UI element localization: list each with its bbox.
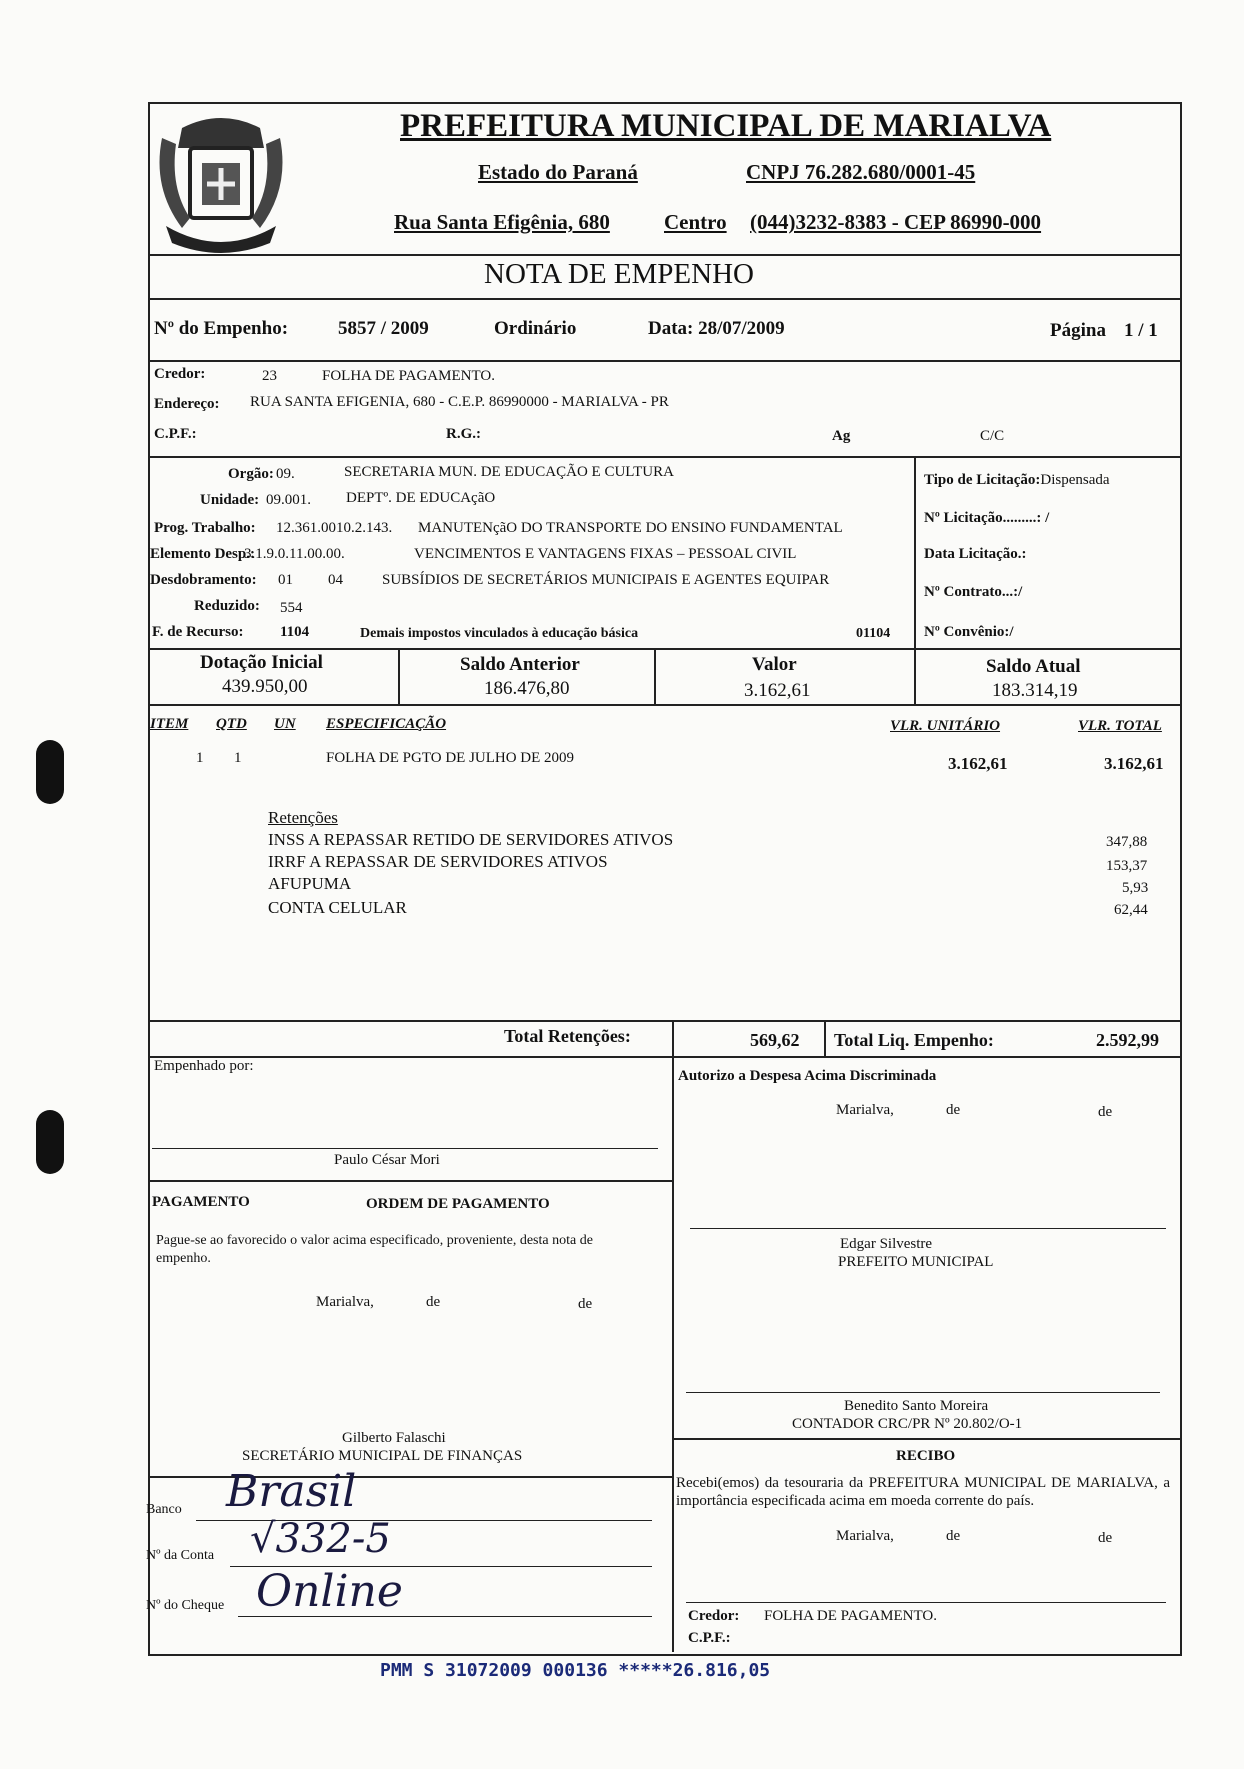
municipality-title: PREFEITURA MUNICIPAL DE MARIALVA: [400, 108, 1052, 144]
licitacao-date: Data Licitação.:: [924, 546, 1027, 562]
item-description: FOLHA DE PGTO DE JULHO DE 2009: [326, 750, 575, 766]
retencao-value-3: 5,93: [1122, 880, 1149, 896]
saldo-anterior-label: Saldo Anterior: [460, 654, 580, 675]
divider: [148, 298, 1180, 300]
col-vlr-unitario: VLR. UNITÁRIO: [890, 718, 1001, 734]
recurso-name: Demais impostos vinculados à educação básica: [360, 626, 639, 641]
valor-label: Valor: [752, 654, 797, 675]
signature-line: [686, 1602, 1166, 1603]
signature-line: [686, 1392, 1160, 1393]
page-number: 1 / 1: [1124, 320, 1158, 341]
recibo-city: Marialva,: [836, 1528, 894, 1544]
street-address: Rua Santa Efigênia, 680: [394, 210, 610, 234]
licitacao-type-value: Dispensada: [1040, 472, 1110, 488]
pagamento-label: PAGAMENTO: [152, 1194, 250, 1210]
recibo-credor-value: FOLHA DE PAGAMENTO.: [764, 1608, 937, 1624]
item-qtd: 1: [234, 750, 242, 766]
empenhado-signer: Paulo César Mori: [334, 1152, 440, 1168]
recurso-label: F. de Recurso:: [152, 624, 244, 640]
dotacao-inicial-label: Dotação Inicial: [200, 652, 323, 673]
prefeito-role: PREFEITO MUNICIPAL: [838, 1254, 994, 1270]
divider: [148, 1020, 1180, 1022]
signature-line: [690, 1228, 1166, 1229]
licitacao-type: [924, 472, 1110, 489]
convenio-number: Nº Convênio:/: [924, 624, 1014, 640]
elemento-code: 3.1.9.0.11.00.00.: [244, 546, 345, 562]
conta-value: √332-5: [250, 1516, 391, 1562]
credor-label: Credor:: [154, 366, 206, 382]
empenho-number: 5857 / 2009: [338, 318, 429, 339]
retencao-value-1: 347,88: [1106, 834, 1148, 850]
elemento-name: VENCIMENTOS E VANTAGENS FIXAS – PESSOAL CIVIL: [414, 546, 797, 562]
item-total-value: 3.162,61: [1104, 754, 1164, 773]
col-item: ITEM: [150, 716, 189, 732]
phone-cep: (044)3232-8383 - CEP 86990-000: [750, 210, 1042, 234]
divider: [914, 456, 916, 648]
elemento-label: Elemento Desp.:: [150, 546, 255, 562]
divider: [914, 648, 916, 704]
divider: [148, 704, 1180, 706]
recibo-credor-label: Credor:: [688, 1608, 740, 1624]
total-liquido-value: 2.592,99: [1096, 1030, 1159, 1050]
autorizo-label: Autorizo a Despesa Acima Discriminada: [678, 1068, 937, 1084]
unidade-code: 09.001.: [266, 492, 311, 508]
page-label: Página: [1050, 320, 1106, 341]
col-qtd: QTD: [216, 716, 247, 732]
conta-label: Nº da Conta: [146, 1548, 215, 1563]
unidade-name: DEPTº. DE EDUCAçãO: [346, 490, 496, 506]
district: Centro: [664, 210, 727, 234]
desdobramento-name: SUBSÍDIOS DE SECRETÁRIOS MUNICIPAIS E AGENTES EQUIPAR: [382, 572, 830, 588]
prog-code: 12.361.0010.2.143.: [276, 520, 393, 536]
orgao-code: 09.: [276, 466, 295, 482]
cpf-label: C.P.F.:: [154, 426, 197, 442]
licitacao-type-label: Tipo de Licitação:: [924, 472, 1041, 488]
total-liquido-label: Total Liq. Empenho:: [834, 1030, 994, 1050]
retencao-value-4: 62,44: [1114, 902, 1148, 918]
reduzido-label: Reduzido:: [194, 598, 260, 614]
credor-name: FOLHA DE PAGAMENTO.: [322, 368, 495, 384]
col-vlr-total: VLR. TOTAL: [1078, 718, 1162, 734]
saldo-atual-value: 183.314,19: [992, 680, 1078, 701]
retencao-desc-2: IRRF A REPASSAR DE SERVIDORES ATIVOS: [268, 852, 608, 871]
autorizo-de-1: de: [946, 1102, 961, 1118]
recibo-de-2: de: [1098, 1530, 1113, 1546]
saldo-anterior-value: 186.476,80: [484, 678, 570, 699]
coat-of-arms-icon: [152, 108, 290, 258]
reduzido-value: 554: [280, 600, 303, 616]
divider: [672, 1056, 674, 1652]
pagamento-de-1: de: [426, 1294, 441, 1310]
desdobramento-code-2: 04: [328, 572, 343, 588]
dotacao-inicial-value: 439.950,00: [222, 676, 308, 697]
item-unit-value: 3.162,61: [948, 754, 1008, 773]
punch-hole-top: [36, 740, 64, 804]
divider: [148, 254, 1180, 256]
retencao-desc-4: CONTA CELULAR: [268, 898, 407, 917]
prefeito-name: Edgar Silvestre: [840, 1236, 933, 1252]
credor-code: 23: [262, 368, 277, 384]
prog-name: MANUTENçãO DO TRANSPORTE DO ENSINO FUNDAMENTAL: [418, 520, 843, 536]
licitacao-number: Nº Licitação.........: /: [924, 510, 1050, 526]
empenho-label: Nº do Empenho:: [154, 318, 289, 339]
contador-role: CONTADOR CRC/PR Nº 20.802/O-1: [792, 1416, 1023, 1432]
retencao-desc-1: INSS A REPASSAR RETIDO DE SERVIDORES ATIVOS: [268, 830, 674, 849]
secretario-role: SECRETÁRIO MUNICIPAL DE FINANÇAS: [242, 1448, 523, 1464]
desdobramento-label: Desdobramento:: [150, 572, 257, 588]
signature-line: [152, 1148, 658, 1149]
valor-value: 3.162,61: [744, 680, 811, 701]
divider: [672, 1020, 674, 1056]
mechanical-stamp: PMM S 31072009 000136 *****26.816,05: [380, 1660, 771, 1681]
divider: [148, 648, 1180, 650]
retencao-desc-3: AFUPUMA: [268, 874, 352, 893]
divider: [398, 648, 400, 704]
pagamento-city: Marialva,: [316, 1294, 374, 1310]
retencao-value-2: 153,37: [1106, 858, 1148, 874]
total-retencoes-value: 569,62: [750, 1030, 800, 1050]
cheque-value: Online: [256, 1566, 403, 1617]
state-name: Estado do Paraná: [478, 160, 638, 184]
orgao-name: SECRETARIA MUN. DE EDUCAÇÃO E CULTURA: [344, 464, 674, 480]
document-title: NOTA DE EMPENHO: [484, 258, 754, 290]
punch-hole-bottom: [36, 1110, 64, 1174]
divider: [654, 648, 656, 704]
rg-label: R.G.:: [446, 426, 481, 442]
recurso-code: 1104: [280, 624, 310, 640]
divider: [824, 1020, 826, 1056]
col-especificacao: ESPECIFICAÇÃO: [326, 716, 447, 732]
divider: [672, 1438, 1180, 1440]
recibo-cpf-label: C.P.F.:: [688, 1630, 731, 1646]
ag-label: Ag: [832, 428, 851, 444]
empenhado-label: Empenhado por:: [154, 1058, 254, 1074]
empenho-type: Ordinário: [494, 318, 577, 339]
autorizo-de-2: de: [1098, 1104, 1113, 1120]
retencoes-title: Retenções: [268, 808, 338, 827]
divider: [148, 456, 1180, 458]
divider: [148, 1056, 1180, 1058]
item-number: 1: [196, 750, 204, 766]
prog-label: Prog. Trabalho:: [154, 520, 256, 536]
pagamento-text: Pague-se ao favorecido o valor acima especificado, proveniente, desta nota de empenho.: [156, 1233, 593, 1266]
endereco-label: Endereço:: [154, 396, 220, 412]
banco-label: Banco: [146, 1502, 182, 1517]
endereco-value: RUA SANTA EFIGENIA, 680 - C.E.P. 86990000 - MARIALVA - PR: [250, 394, 669, 410]
cnpj: CNPJ 76.282.680/0001-45: [746, 160, 976, 184]
autorizo-city: Marialva,: [836, 1102, 894, 1118]
desdobramento-code-1: 01: [278, 572, 293, 588]
divider: [148, 1180, 674, 1182]
ordem-pagamento-title: ORDEM DE PAGAMENTO: [366, 1196, 550, 1212]
banco-value: Brasil: [226, 1466, 357, 1517]
recibo-de-1: de: [946, 1528, 961, 1544]
cheque-label: Nº do Cheque: [146, 1598, 225, 1613]
recurso-number: 01104: [856, 626, 891, 641]
cc-label: C/C: [980, 428, 1005, 444]
total-retencoes-label: Total Retenções:: [504, 1026, 631, 1046]
secretario-name: Gilberto Falaschi: [342, 1430, 446, 1446]
contador-name: Benedito Santo Moreira: [844, 1398, 989, 1414]
saldo-atual-label: Saldo Atual: [986, 656, 1081, 677]
recibo-text: Recebi(emos) da tesouraria da PREFEITURA MUNICIPAL DE MARIALVA, a importância especificada acima em moeda corrente do país.: [676, 1475, 1170, 1509]
pagamento-de-2: de: [578, 1296, 593, 1312]
unidade-label: Unidade:: [200, 492, 260, 508]
contrato-number: Nº Contrato...:/: [924, 584, 1023, 600]
orgao-label: Orgão:: [228, 466, 274, 482]
col-un: UN: [274, 716, 296, 732]
divider: [148, 360, 1180, 362]
recibo-title: RECIBO: [896, 1448, 956, 1464]
empenho-date: Data: 28/07/2009: [648, 318, 785, 339]
